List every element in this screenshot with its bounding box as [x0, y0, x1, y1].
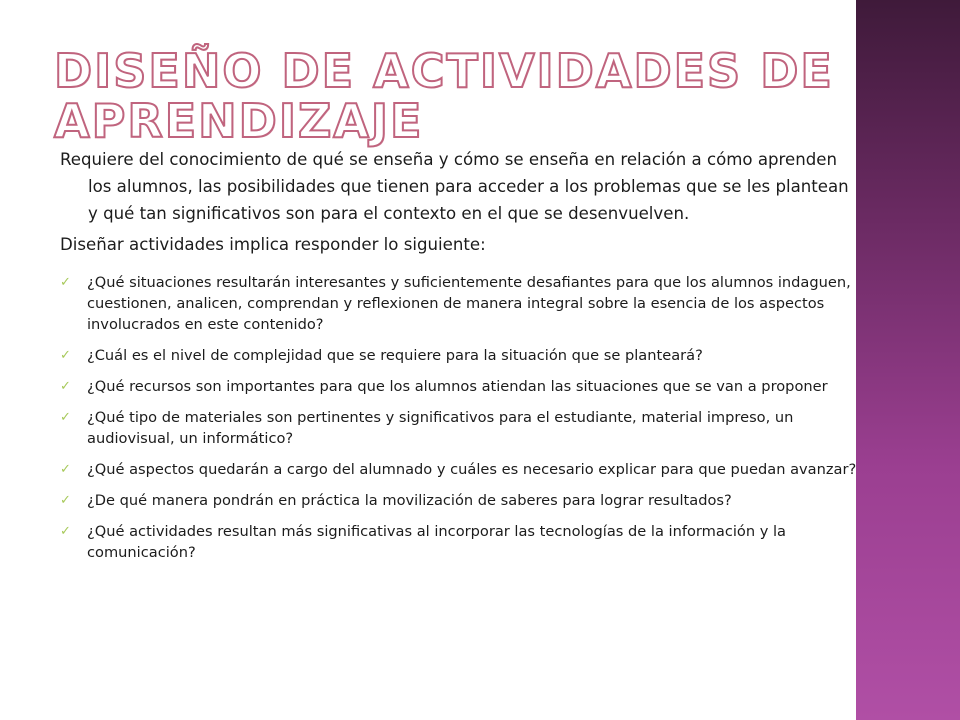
check-icon: ✓: [60, 524, 71, 539]
sub-intro-paragraph: Diseñar actividades implica responder lo siguiente:: [60, 235, 486, 254]
question-text: ¿Qué situaciones resultarán interesantes y suficientemente desafiantes para que los alumnos indaguen, cuestionen, analicen, comprendan y reflexionen de manera integral sobre la esencia de los aspectos involucrados en este contenido?: [87, 274, 851, 333]
question-item: [60, 521, 860, 563]
check-icon: ✓: [60, 493, 71, 508]
slide-body: [60, 146, 860, 573]
question-item: [60, 459, 860, 480]
question-item: [60, 407, 860, 449]
decorative-sidebar: [856, 0, 960, 720]
question-text: ¿Qué actividades resultan más significativas al incorporar las tecnologías de la información y la comunicación?: [87, 523, 786, 561]
check-icon: ✓: [60, 275, 71, 290]
question-item: [60, 490, 860, 511]
question-text: ¿Qué recursos son importantes para que los alumnos atiendan las situaciones que se van a proponer: [87, 378, 828, 395]
check-icon: ✓: [60, 348, 71, 363]
question-text: ¿De qué manera pondrán en práctica la movilización de saberes para lograr resultados?: [87, 492, 732, 509]
question-list: [60, 272, 860, 563]
question-item: [60, 272, 860, 335]
question-text: ¿Qué tipo de materiales son pertinentes y significativos para el estudiante, material impreso, un audiovisual, un informático?: [87, 409, 794, 447]
question-item: [60, 376, 860, 397]
intro-paragraph: Requiere del conocimiento de qué se enseña y cómo se enseña en relación a cómo aprenden los alumnos, las posibilidades que tienen para acceder a los problemas que se les plantean y qué tan significativos son para el contexto en el que se desenvuelven.: [60, 150, 849, 223]
question-text: ¿Cuál es el nivel de complejidad que se requiere para la situación que se planteará?: [87, 347, 703, 364]
question-text: ¿Qué aspectos quedarán a cargo del alumnado y cuáles es necesario explicar para que puedan avanzar?: [87, 461, 857, 478]
check-icon: ✓: [60, 410, 71, 425]
question-item: [60, 345, 860, 366]
check-icon: ✓: [60, 379, 71, 394]
slide-title: DISEÑO DE ACTIVIDADES DE APRENDIZAJE: [54, 44, 834, 148]
check-icon: ✓: [60, 462, 71, 477]
